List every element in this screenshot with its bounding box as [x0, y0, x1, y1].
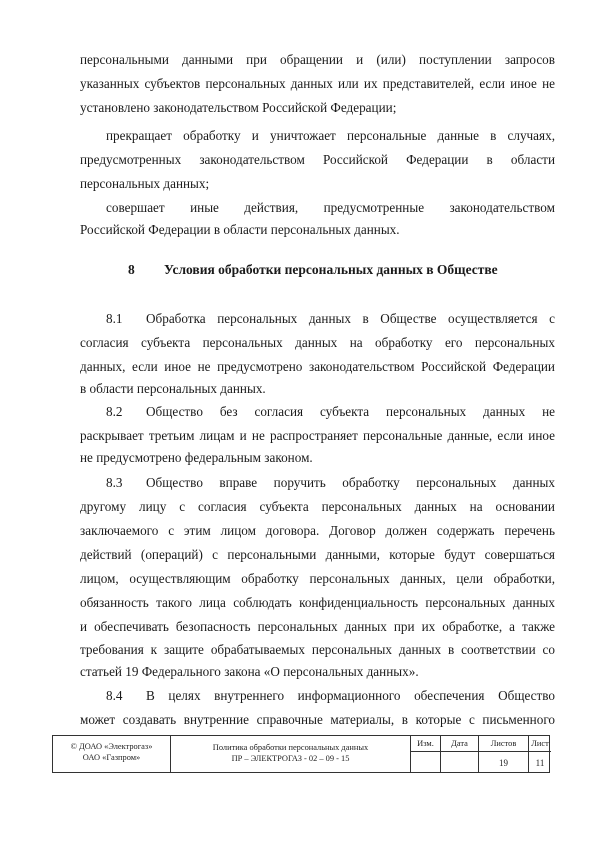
body-line: действий (операций) с персональными данными, которые будут совершаться [80, 547, 555, 562]
footer-col-sheets: Листов 19 [479, 736, 529, 772]
clause-number: 8.1 [106, 311, 123, 326]
body-line: установлено законодательством Российской Федерации; [80, 100, 397, 115]
clause-number: 8.3 [106, 475, 123, 490]
body-line: в области персональных данных. [80, 381, 266, 396]
body-line: требования к защите обрабатываемых персональных данных в соответствии со [80, 642, 555, 657]
sheets-count: 19 [499, 758, 508, 768]
body-line: персональных данных; [80, 176, 210, 191]
body-line: заключаемого с этим лицом договора. Договор должен содержать перечень [80, 523, 555, 538]
body-line: другому лицу с согласия субъекта персональных данных на основании [80, 499, 555, 514]
body-line: обязанность такого лица соблюдать конфиденциальность персональных данных [80, 595, 555, 610]
clause-number: 8.4 [106, 688, 123, 703]
body-line: лицом, осуществляющим обработку персональных данных, цели обработки, [80, 571, 555, 586]
footer-document-title: Политика обработки персональных данных ПР – ЭЛЕКТРОГАЗ - 02 – 09 - 15 [171, 736, 411, 772]
section-heading [128, 262, 528, 278]
sheet-number: 11 [535, 758, 545, 768]
footer-stamp-table [52, 735, 550, 773]
clause-first-line: 8.4 В целях внутреннего информационного обеспечения Общество [106, 688, 555, 703]
footer-col-izm: Изм. [411, 736, 441, 772]
section-title: Условия обработки персональных данных в Обществе [164, 262, 498, 277]
body-line: предусмотренных законодательством Российской Федерации в области [80, 152, 555, 167]
body-line: данных, если иное не предусмотрено законодательством Российской Федерации [80, 359, 555, 374]
body-line: статьей 19 Федерального закона «О персональных данных». [80, 664, 419, 679]
body-line: может создавать внутренние справочные материалы, в которые с письменного [80, 712, 555, 727]
body-line: не предусмотрено федеральным законом. [80, 450, 313, 465]
footer-organization: © ДОАО «Электрогаз» ОАО «Газпром» [53, 736, 171, 772]
body-line: согласия субъекта персональных данных на обработку его персональных [80, 335, 555, 350]
body-line: раскрывает третьим лицам и не распространяет персональные данные, если иное [80, 428, 555, 443]
body-line: указанных субъектов персональных данных или их представителей, если иное не [80, 76, 555, 91]
body-line: персональными данными при обращении и (или) поступлении запросов [80, 52, 555, 67]
clause-first-line: 8.2 Общество без согласия субъекта персональных данных не [106, 404, 555, 419]
body-line: прекращает обработку и уничтожает персональные данные в случаях, [106, 128, 555, 143]
body-line: совершает иные действия, предусмотренные законодательством [106, 200, 555, 215]
body-line: Российской Федерации в области персональных данных. [80, 222, 400, 237]
body-line: и обеспечивать безопасность персональных данных при их обработке, а также [80, 619, 555, 634]
footer-col-date: Дата [441, 736, 479, 772]
footer-col-sheet: Лист 11 [529, 736, 551, 772]
section-number: 8 [128, 262, 135, 277]
clause-first-line: 8.1 Обработка персональных данных в Обществе осуществляется с [106, 311, 555, 326]
clause-first-line: 8.3 Общество вправе поручить обработку персональных данных [106, 475, 555, 490]
clause-number: 8.2 [106, 404, 123, 419]
